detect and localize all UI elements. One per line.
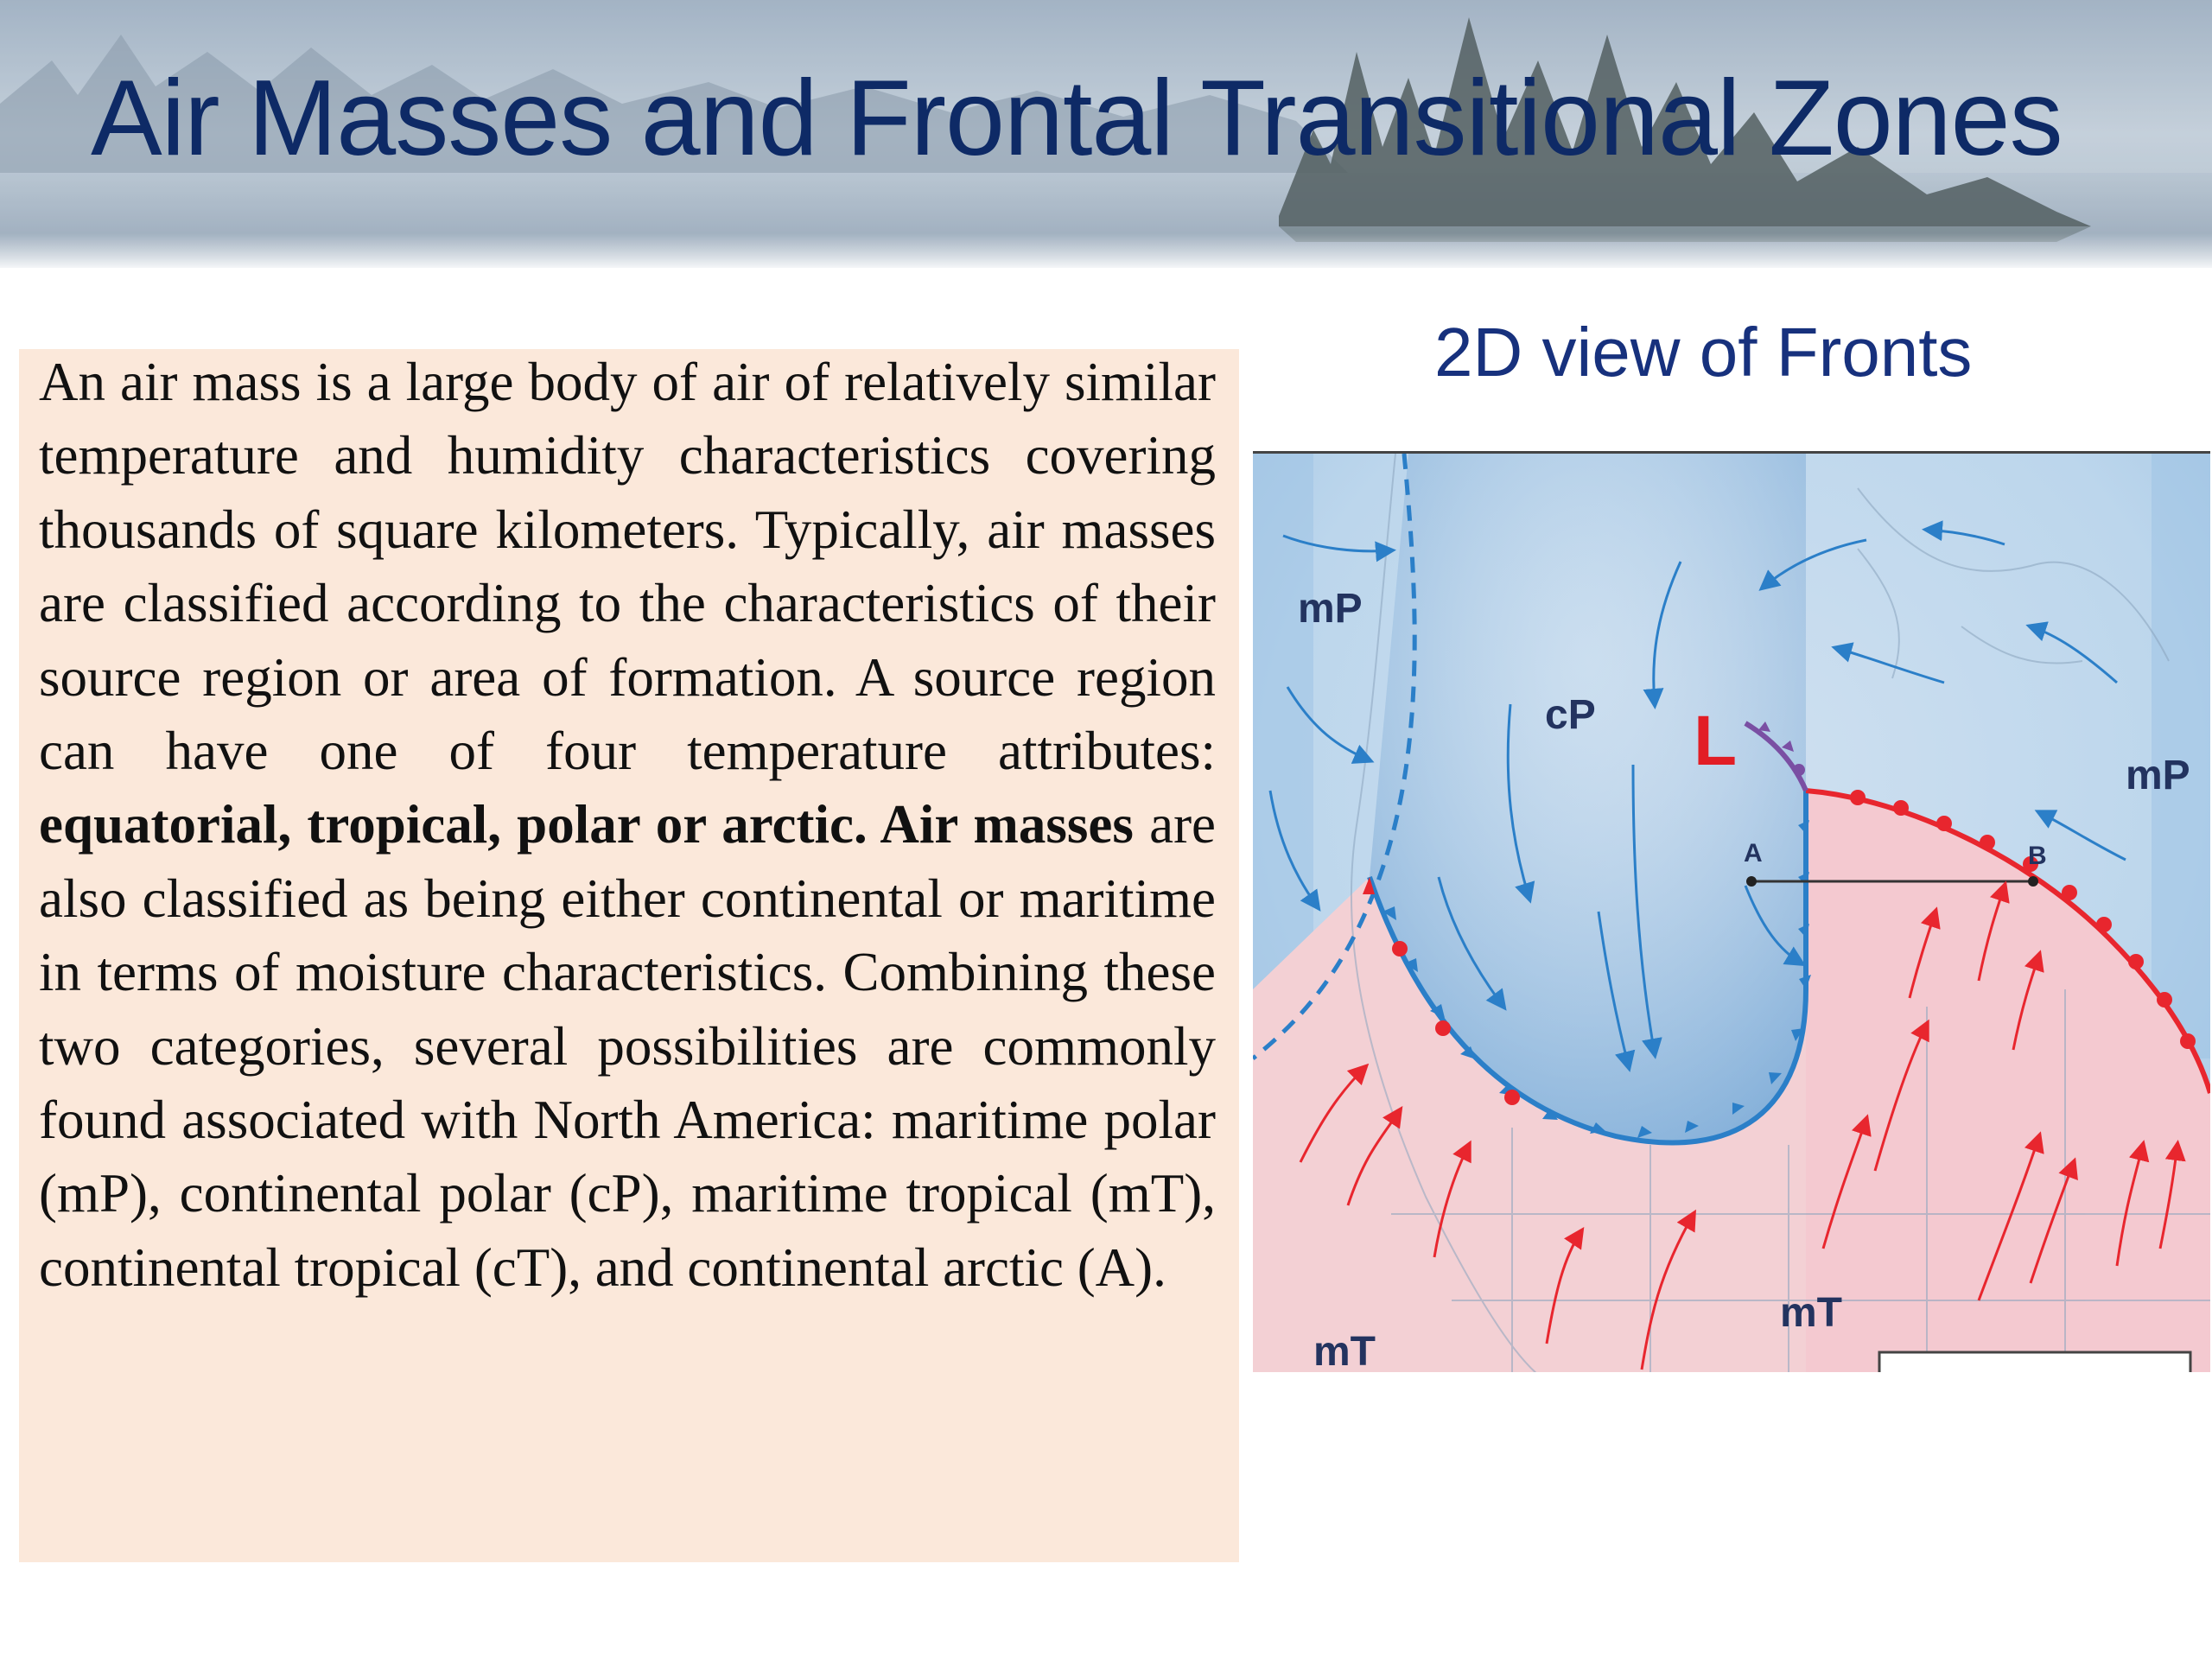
label-mp-west: mP xyxy=(1298,586,1363,632)
legend-box-fragment xyxy=(1879,1352,2190,1372)
label-mt-west: mT xyxy=(1313,1329,1376,1372)
point-b-marker xyxy=(2028,876,2038,887)
text-segment: An air mass is a large body of air of relatively similar temperature and humidity characteristics covering thousands of square kilometers. Typically, air masses are classified according to the characteristics of their source region or area of formation. A source region can have one of four temperature attributes: xyxy=(39,352,1216,782)
point-a-label: A xyxy=(1744,839,1763,868)
fronts-map-graphic xyxy=(1253,454,2210,1372)
point-b-label: B xyxy=(2028,842,2047,870)
text-segment: are also classified as being either continental or maritime in terms of moisture characteristics. Combining these two categories, several possibilities are commonly found associated with North America: maritime polar (mP), continental polar (cP), maritime tropical (mT), continental tropical (cT), and continental arctic (A). xyxy=(39,794,1217,1298)
label-mp-east: mP xyxy=(2126,753,2190,798)
point-a-marker xyxy=(1746,876,1757,887)
label-mt-east: mT xyxy=(1780,1290,1842,1336)
air-mass-description xyxy=(39,346,1216,1305)
label-cp: cP xyxy=(1545,692,1596,738)
slide-title: Air Masses and Frontal Transitional Zones xyxy=(91,59,2063,178)
bold-text-segment: equatorial, tropical, polar or arctic. Air masses xyxy=(39,794,1134,855)
low-pressure-marker: L xyxy=(1694,702,1738,780)
figure-title: 2D view of Fronts xyxy=(1434,314,1973,391)
fronts-map xyxy=(1253,451,2210,1372)
